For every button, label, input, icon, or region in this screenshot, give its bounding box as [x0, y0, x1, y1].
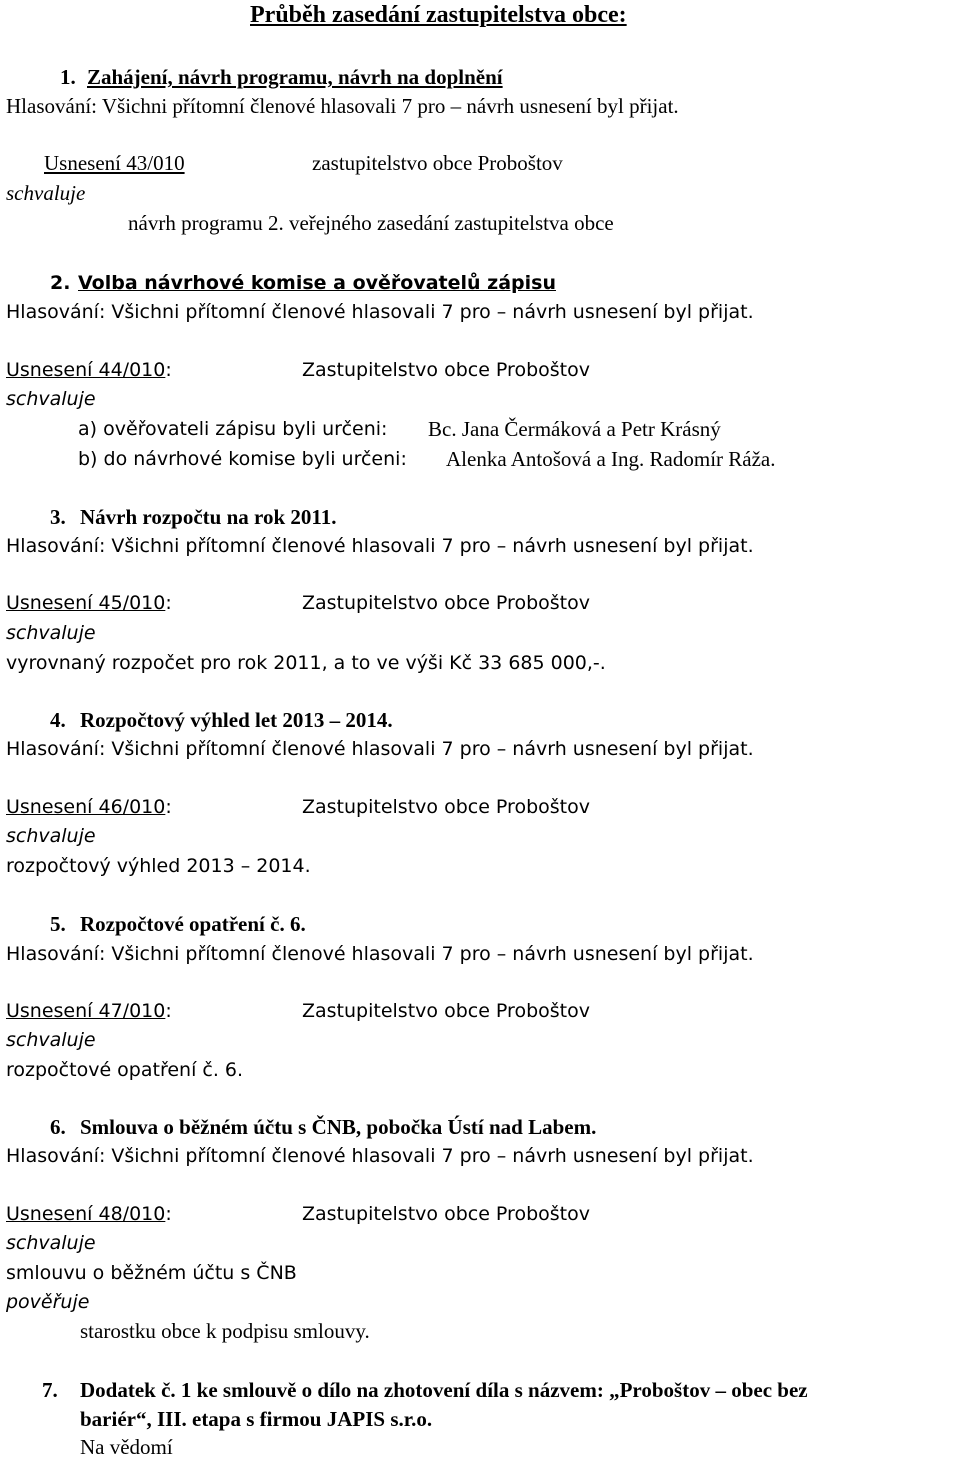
item-6-heading: Smlouva o běžném účtu s ČNB, pobočka Ústí nad Labem.: [80, 1115, 597, 1139]
item-2-vote: Hlasování: Všichni přítomní členové hlasovali 7 pro – návrh usnesení byl přijat.: [6, 301, 754, 323]
item-3-resolution-colon: :: [165, 592, 172, 614]
item-5-resolution-wrap: [6, 998, 172, 1024]
item-6-line: smlouvu o běžném účtu s ČNB: [6, 1262, 297, 1284]
item-1-approve: schvaluje: [6, 181, 86, 205]
item-2-resolution-colon: :: [165, 359, 172, 381]
item-7-number: 7.: [42, 1378, 58, 1402]
item-4-resolution-colon: :: [165, 796, 172, 818]
item-6-authorize: pověřuje: [6, 1291, 90, 1313]
item-3-number: 3.: [50, 505, 66, 529]
item-3-heading: Návrh rozpočtu na rok 2011.: [80, 505, 337, 529]
item-6-authorize-line: starostku obce k podpisu smlouvy.: [80, 1319, 370, 1343]
item-2-resolution-wrap: [6, 357, 172, 383]
item-5-number: 5.: [50, 912, 66, 936]
item-3-resolution-wrap: [6, 590, 172, 616]
item-7-heading: Dodatek č. 1 ke smlouvě o dílo na zhotovení díla s názvem: „Proboštov – obec bez: [80, 1378, 808, 1402]
item-2-resolution: Usnesení 44/010: [6, 359, 166, 381]
item-6-approve: schvaluje: [6, 1232, 96, 1254]
item-2-line-b: b) do návrhové komise byli určeni:: [78, 448, 407, 470]
item-4-approve: schvaluje: [6, 825, 96, 847]
item-1-resolution: Usnesení 43/010: [44, 151, 185, 175]
item-7-heading-cont: bariér“, III. etapa s firmou JAPIS s.r.o.: [80, 1407, 433, 1431]
item-3-body: Zastupitelstvo obce Proboštov: [302, 592, 590, 614]
item-4-body: Zastupitelstvo obce Proboštov: [302, 796, 590, 818]
item-3-approve: schvaluje: [6, 622, 96, 644]
item-4-resolution-wrap: [6, 794, 172, 820]
item-1-heading: Zahájení, návrh programu, návrh na doplnění: [87, 65, 503, 89]
item-2-body: Zastupitelstvo obce Proboštov: [302, 359, 590, 381]
item-2-line-a-names: Bc. Jana Čermáková a Petr Krásný: [428, 417, 721, 441]
item-5-heading: Rozpočtové opatření č. 6.: [80, 912, 306, 936]
item-2-heading: Volba návrhové komise a ověřovatelů zápisu: [78, 272, 556, 294]
item-1-line: návrh programu 2. veřejného zasedání zastupitelstva obce: [128, 211, 614, 235]
item-5-approve: schvaluje: [6, 1029, 96, 1051]
item-2-line-b-names: Alenka Antošová a Ing. Radomír Ráža.: [446, 447, 776, 471]
item-6-vote: Hlasování: Všichni přítomní členové hlasovali 7 pro – návrh usnesení byl přijat.: [6, 1145, 754, 1167]
item-7-note: Na vědomí: [80, 1435, 173, 1459]
item-4-resolution: Usnesení 46/010: [6, 796, 166, 818]
item-6-body: Zastupitelstvo obce Proboštov: [302, 1203, 590, 1225]
item-5-body: Zastupitelstvo obce Proboštov: [302, 1000, 590, 1022]
item-5-resolution: Usnesení 47/010: [6, 1000, 166, 1022]
item-6-resolution-colon: :: [165, 1203, 172, 1225]
item-4-line: rozpočtový výhled 2013 – 2014.: [6, 855, 311, 877]
item-4-number: 4.: [50, 708, 66, 732]
item-2-line-a: a) ověřovateli zápisu byli určeni:: [78, 418, 388, 440]
item-3-resolution: Usnesení 45/010: [6, 592, 166, 614]
item-1-body: zastupitelstvo obce Proboštov: [312, 151, 563, 175]
item-6-resolution: Usnesení 48/010: [6, 1203, 166, 1225]
item-5-vote: Hlasování: Všichni přítomní členové hlasovali 7 pro – návrh usnesení byl přijat.: [6, 943, 754, 965]
item-5-line: rozpočtové opatření č. 6.: [6, 1059, 244, 1081]
item-5-resolution-colon: :: [165, 1000, 172, 1022]
item-6-resolution-wrap: [6, 1201, 172, 1227]
item-6-number: 6.: [50, 1115, 66, 1139]
item-1-vote: Hlasování: Všichni přítomní členové hlasovali 7 pro – návrh usnesení byl přijat.: [6, 94, 679, 118]
item-4-heading: Rozpočtový výhled let 2013 – 2014.: [80, 708, 393, 732]
page-title: Průběh zasedání zastupitelstva obce:: [250, 2, 627, 28]
item-3-line: vyrovnaný rozpočet pro rok 2011, a to ve výši Kč 33 685 000,-.: [6, 652, 606, 674]
item-2-number: 2.: [50, 272, 71, 294]
item-1-number: 1.: [60, 65, 76, 89]
item-4-vote: Hlasování: Všichni přítomní členové hlasovali 7 pro – návrh usnesení byl přijat.: [6, 738, 754, 760]
item-3-vote: Hlasování: Všichni přítomní členové hlasovali 7 pro – návrh usnesení byl přijat.: [6, 535, 754, 557]
item-2-approve: schvaluje: [6, 388, 96, 410]
